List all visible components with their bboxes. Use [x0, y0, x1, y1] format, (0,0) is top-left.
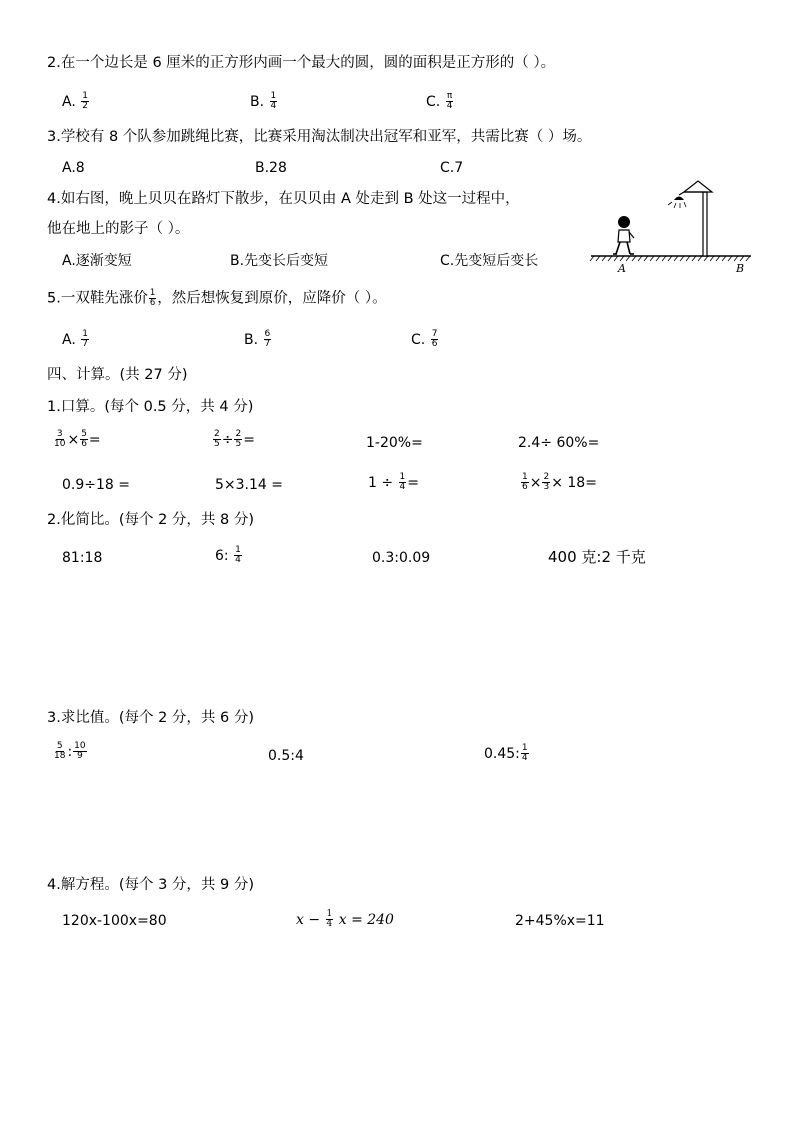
fraction: $\frac{5}{6}$	[81, 429, 87, 450]
ratio-expr-1: $\frac{5}{18}$ : $\frac{10}{9}$	[54, 741, 86, 762]
option-label: A.	[62, 331, 76, 348]
q5-option-a[interactable]	[62, 330, 90, 350]
fraction: $\frac{\pi}{4}$	[446, 91, 453, 112]
fraction: $\frac{1}{7}$	[82, 329, 88, 350]
equation-2: x − $\frac{1}{4}$ x = 240	[296, 909, 394, 930]
option-label: B.	[244, 331, 259, 348]
part-2-title: 2.化简比。(每个 2 分，共 8 分)	[47, 512, 255, 528]
q2-option-c[interactable]	[426, 92, 454, 112]
q3-option-c[interactable]: C.7	[440, 160, 464, 176]
option-label: B.	[250, 93, 265, 110]
oral-expr-5: 0.9÷18 =	[62, 477, 130, 493]
q2-option-b[interactable]	[250, 92, 278, 112]
q5-option-c[interactable]	[411, 330, 439, 350]
question-5-pre: 5.一双鞋先涨价	[47, 290, 148, 307]
oral-expr-8: $\frac{1}{6}$ × $\frac{2}{3}$ × 18=	[522, 472, 597, 493]
fraction: $\frac{1}{4}$	[270, 91, 277, 112]
fraction: $\frac{2}{5}$	[235, 429, 242, 450]
point-label-b: B	[736, 262, 745, 275]
part-4-title: 4.解方程。(每个 3 分，共 9 分)	[47, 877, 255, 893]
oral-expr-6: 5×3.14 =	[215, 477, 283, 493]
streetlamp-figure	[588, 178, 753, 278]
option-label: A.	[62, 93, 76, 110]
point-label-a: A	[618, 262, 626, 275]
fraction: $\frac{3}{10}$	[54, 429, 66, 450]
fraction: $\frac{5}{18}$	[54, 741, 66, 762]
equation-3: 2+45%x=11	[515, 913, 605, 929]
fraction: $\frac{1}{6}$	[149, 288, 156, 308]
ratio-expr-2: 0.5:4	[268, 748, 304, 764]
q5-option-b[interactable]	[244, 330, 272, 350]
equation-1: 120x-100x=80	[62, 913, 167, 929]
question-5-post: ，然后想恢复到原价，应降价（ ）。	[157, 290, 387, 307]
section-4-title: 四、计算。(共 27 分)	[47, 367, 188, 383]
oral-expr-2: $\frac{2}{5}$ ÷ $\frac{2}{5}$ =	[214, 429, 255, 450]
fraction: $\frac{7}{6}$	[431, 329, 438, 350]
question-2-text: 2.在一个边长是 6 厘米的正方形内画一个最大的圆，圆的面积是正方形的（ ）。	[47, 55, 556, 71]
fraction: $\frac{2}{3}$	[543, 472, 550, 493]
fraction: $\frac{1}{4}$	[521, 743, 528, 764]
oral-expr-4: 2.4÷ 60%=	[518, 435, 600, 451]
question-5-text	[47, 289, 387, 308]
fraction: $\frac{1}{6}$	[522, 472, 528, 493]
fraction: $\frac{1}{4}$	[326, 909, 333, 930]
q4-option-b[interactable]: B.先变长后变短	[230, 253, 329, 269]
fraction: $\frac{10}{9}$	[74, 741, 86, 762]
fraction: $\frac{2}{5}$	[214, 429, 220, 450]
question-3-text: 3.学校有 8 个队参加跳绳比赛，比赛采用淘汰制决出冠军和亚军，共需比赛（ ）场。	[47, 129, 592, 145]
question-4-text-line1: 4.如右图，晚上贝贝在路灯下散步，在贝贝由 A 处走到 B 处这一过程中，	[47, 191, 520, 207]
oral-expr-7: 1 ÷ $\frac{1}{4}$ =	[368, 472, 420, 493]
option-label: C.	[411, 331, 426, 348]
part-3-title: 3.求比值。(每个 2 分，共 6 分)	[47, 710, 255, 726]
fraction: $\frac{1}{2}$	[82, 91, 88, 112]
q2-option-a[interactable]	[62, 92, 90, 112]
q4-option-c[interactable]: C.先变短后变长	[440, 253, 539, 269]
fraction: $\frac{1}{4}$	[235, 545, 241, 566]
simplify-expr-1: 81:18	[62, 550, 103, 566]
fraction: $\frac{1}{4}$	[399, 472, 406, 493]
simplify-expr-2: 6: $\frac{1}{4}$	[215, 545, 241, 566]
q4-option-a[interactable]: A.逐渐变短	[62, 253, 132, 269]
oral-expr-3: 1-20%=	[366, 435, 423, 451]
simplify-expr-3: 0.3:0.09	[372, 550, 431, 566]
question-4-text-line2: 他在地上的影子（ ）。	[47, 221, 190, 237]
ratio-expr-3: 0.45: $\frac{1}{4}$	[484, 743, 528, 764]
oral-expr-1: $\frac{3}{10}$ × $\frac{5}{6}$ =	[54, 429, 101, 450]
q3-option-b[interactable]: B.28	[255, 160, 287, 176]
option-label: C.	[426, 93, 441, 110]
fraction: $\frac{6}{7}$	[264, 329, 271, 350]
q3-option-a[interactable]: A.8	[62, 160, 85, 176]
part-1-title: 1.口算。(每个 0.5 分，共 4 分)	[47, 399, 254, 415]
simplify-expr-4: 400 克:2 千克	[548, 548, 646, 566]
